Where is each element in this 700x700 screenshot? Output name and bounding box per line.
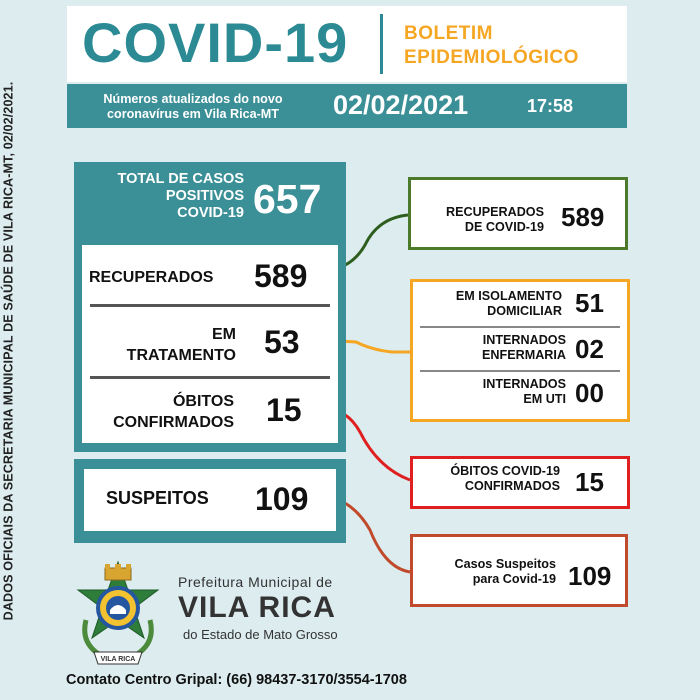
ward-value: 02 — [575, 334, 604, 364]
recovered-detail-line1: RECUPERADOS — [446, 205, 544, 219]
recovered-detail-value: 589 — [561, 202, 605, 232]
divider — [90, 304, 330, 307]
isolation-value: 51 — [575, 288, 604, 318]
city-name: VILA RICA — [178, 591, 336, 624]
bulletin-title-line2: EPIDEMIOLÓGICO — [404, 47, 579, 68]
prefecture-label: Prefeitura Municipal de — [178, 574, 333, 590]
bulletin-title-line1: BOLETIM — [404, 23, 493, 44]
icu-label — [420, 377, 566, 407]
icu-label-line2: EM UTI — [523, 392, 566, 406]
deaths-detail-value: 15 — [575, 467, 604, 497]
divider — [420, 370, 620, 372]
total-cases-label-line1: TOTAL DE CASOS — [117, 171, 244, 187]
title-divider — [380, 14, 383, 74]
deaths-detail-line1: ÓBITOS COVID-19 — [450, 464, 560, 478]
ward-label-line2: ENFERMARIA — [482, 348, 566, 362]
header-subtitle-line2: coronavírus em Vila Rica-MT — [107, 107, 279, 121]
treatment-value: 53 — [264, 324, 300, 360]
deaths-detail-line2: CONFIRMADOS — [464, 479, 560, 493]
deaths-label-line2: CONFIRMADOS — [113, 414, 234, 431]
suspects-detail-value: 109 — [568, 561, 612, 591]
total-cases-value: 657 — [253, 176, 322, 222]
suspects-label: SUSPEITOS — [106, 488, 209, 508]
header-subtitle — [82, 92, 304, 122]
side-source-note — [0, 6, 20, 696]
icu-value: 00 — [575, 378, 604, 408]
crest-ribbon-text: VILA RICA — [100, 656, 136, 663]
total-cases-label-line2: POSITIVOS — [165, 188, 244, 204]
suspects-detail-label — [418, 557, 556, 587]
deaths-label-line1: ÓBITOS — [172, 393, 234, 410]
treatment-label-line2: TRATAMENTO — [126, 347, 236, 364]
icu-label-line1: INTERNADOS — [482, 377, 566, 391]
suspects-detail-line1: Casos Suspeitos — [454, 557, 556, 571]
contact-info: Contato Centro Gripal: (66) 98437-3170/3554-1708 — [66, 672, 407, 688]
suspects-value: 109 — [255, 481, 309, 517]
ward-label — [420, 333, 566, 363]
header-subtitle-line1: Números atualizados do novo — [103, 92, 283, 106]
page-title: COVID-19 — [82, 11, 349, 74]
bulletin-time: 17:58 — [527, 96, 574, 116]
bulletin-date: 02/02/2021 — [333, 90, 469, 120]
total-cases-label — [84, 171, 244, 222]
deaths-value: 15 — [266, 392, 302, 428]
divider — [420, 326, 620, 328]
bulletin-title — [404, 22, 579, 70]
ward-label-line1: INTERNADOS — [482, 333, 566, 347]
suspects-detail-line2: para Covid-19 — [472, 572, 556, 586]
treatment-label-line1: EM — [212, 326, 236, 343]
total-cases-label-line3: COVID-19 — [177, 205, 244, 221]
divider — [90, 376, 330, 379]
recovered-value: 589 — [254, 258, 308, 294]
recovered-detail-line2: DE COVID-19 — [464, 220, 544, 234]
isolation-label-line2: DOMICILIAR — [487, 304, 562, 318]
state-name: do Estado de Mato Grosso — [183, 627, 338, 642]
deaths-label — [96, 391, 234, 433]
isolation-label-line1: EM ISOLAMENTO — [455, 289, 562, 303]
side-source-text: DADOS OFICIAIS DA SECRETARIA MUNICIPAL DE SAÚDE DE VILA RICA-MT, 02/02/2021. — [1, 81, 15, 621]
recovered-label: RECUPERADOS — [89, 269, 214, 286]
deaths-detail-label — [418, 464, 560, 494]
city-crest-icon — [72, 560, 164, 670]
recovered-detail-label — [416, 205, 544, 235]
isolation-label — [420, 289, 562, 319]
treatment-label — [94, 324, 236, 366]
